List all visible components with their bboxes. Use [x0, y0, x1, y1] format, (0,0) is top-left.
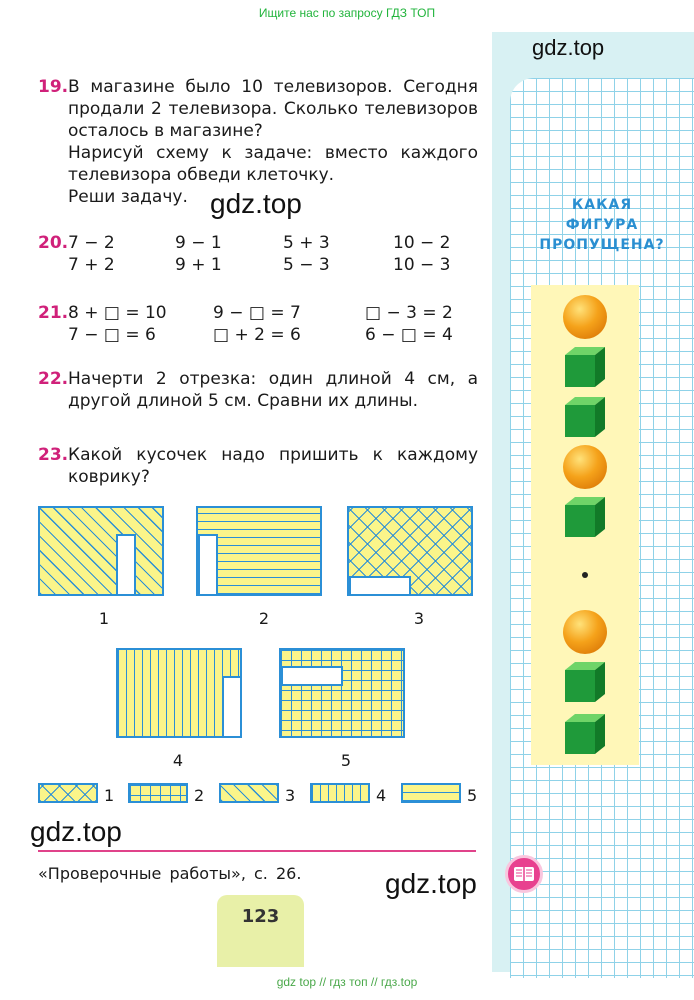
- task-22: [38, 368, 478, 412]
- question-line: ПРОПУЩЕНА?: [539, 237, 665, 253]
- task-solve: Реши задачу.: [68, 187, 188, 207]
- expression: 10 − 3: [393, 255, 451, 275]
- rug-2: [196, 506, 322, 596]
- divider: [38, 850, 476, 852]
- missing-shape-dot: [582, 572, 588, 578]
- rug-label: 2: [258, 609, 270, 628]
- task-20: [38, 232, 478, 278]
- task-number: 22.: [38, 369, 69, 389]
- task-text: Какой кусочек надо пришить к каждому коврику?: [68, 445, 478, 487]
- rug-hole: [349, 576, 411, 596]
- piece-5: [401, 783, 461, 803]
- rug-4: [116, 648, 242, 738]
- expression: 10 − 2: [393, 233, 451, 253]
- expression: 7 − 2: [68, 233, 115, 253]
- piece-label: 1: [104, 786, 115, 805]
- rug-1: [38, 506, 164, 596]
- watermark: gdz.top: [30, 816, 122, 847]
- expression: 7 + 2: [68, 255, 115, 275]
- rug-label: 5: [340, 751, 352, 770]
- cube-icon: [563, 712, 607, 756]
- piece-2: [128, 783, 188, 803]
- ball-icon: [563, 295, 607, 339]
- piece-label: 3: [285, 786, 296, 805]
- task-text: В магазине было 10 телевизоров. Сегодня продали 2 телевизора. Сколько телевизоров осталось в магазине?: [68, 77, 478, 141]
- task-instruction: Нарисуй схему к задаче: вместо каждого телевизора обведи клеточку.: [68, 143, 478, 185]
- equation: 6 − □ = 4: [365, 325, 453, 345]
- piece-4: [310, 783, 370, 803]
- page-number: 123: [217, 895, 304, 967]
- expression: 5 − 3: [283, 255, 330, 275]
- piece-label: 2: [194, 786, 205, 805]
- piece-3: [219, 783, 279, 803]
- expression: 9 − 1: [175, 233, 222, 253]
- piece-1: [38, 783, 98, 803]
- equation: □ + 2 = 6: [213, 325, 301, 345]
- piece-label: 4: [376, 786, 387, 805]
- task-21: [38, 302, 478, 348]
- task-number: 19.: [38, 77, 69, 97]
- bottom-banner[interactable]: gdz top // гдз топ // гдз.top: [276, 975, 418, 989]
- rug-hole: [198, 534, 218, 596]
- task-number: 21.: [38, 303, 69, 323]
- equation: 7 − □ = 6: [68, 325, 156, 345]
- cube-icon: [563, 395, 607, 439]
- rug-label: 1: [98, 609, 110, 628]
- task-text: Начерти 2 отрезка: один длиной 4 см, а другой длиной 5 см. Сравни их длины.: [68, 369, 478, 411]
- rug-hole: [281, 666, 343, 686]
- cube-icon: [563, 345, 607, 389]
- rug-label: 3: [413, 609, 425, 628]
- rug-hole: [116, 534, 136, 596]
- side-question: [512, 195, 692, 255]
- expression: 5 + 3: [283, 233, 330, 253]
- task-number: 23.: [38, 445, 69, 465]
- rug-hole: [222, 676, 242, 738]
- top-banner[interactable]: Ищите нас по запросу ГДЗ ТОП: [258, 6, 436, 20]
- watermark: gdz.top: [210, 188, 302, 219]
- ball-icon: [563, 445, 607, 489]
- equation: □ − 3 = 2: [365, 303, 453, 323]
- task-23: [38, 444, 478, 488]
- question-line: КАКАЯ: [571, 197, 633, 213]
- cube-icon: [563, 495, 607, 539]
- equation: 8 + □ = 10: [68, 303, 167, 323]
- rug-5: [279, 648, 405, 738]
- watermark: gdz.top: [532, 35, 605, 60]
- ball-icon: [563, 610, 607, 654]
- expression: 9 + 1: [175, 255, 222, 275]
- equation: 9 − □ = 7: [213, 303, 301, 323]
- cube-icon: [563, 660, 607, 704]
- rug-label: 4: [172, 751, 184, 770]
- book-icon[interactable]: [505, 855, 543, 893]
- rug-3: [347, 506, 473, 596]
- reference-text: «Проверочные работы», с. 26.: [38, 864, 302, 883]
- task-number: 20.: [38, 233, 69, 253]
- piece-label: 5: [467, 786, 478, 805]
- question-line: ФИГУРА: [565, 217, 639, 233]
- watermark: gdz.top: [385, 868, 477, 899]
